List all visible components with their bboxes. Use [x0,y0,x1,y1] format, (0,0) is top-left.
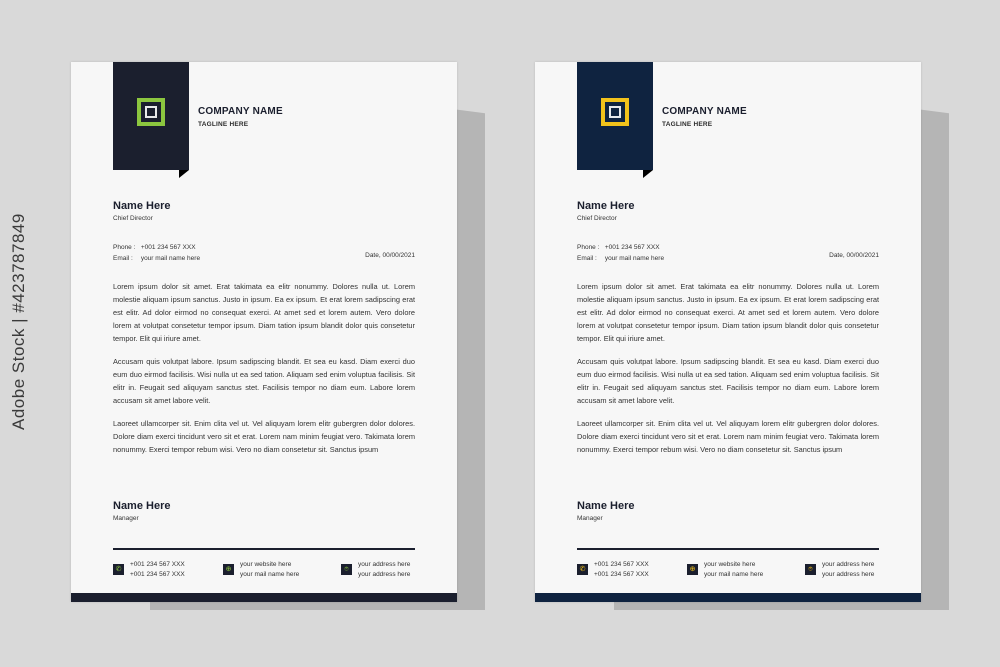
footer [577,560,879,580]
company-block [662,106,747,128]
sender-title: Chief Director [113,215,153,222]
closing-name: Name Here [113,500,171,512]
footer-phone [577,560,649,579]
closing-block [577,500,634,522]
closing-name: Name Here [577,500,635,512]
footer-phone [113,560,185,579]
logo-banner [577,62,653,170]
sender-block [113,200,170,222]
closing-title: Manager [577,515,603,522]
body-paragraph: Lorem ipsum dolor sit amet. Erat takimata ea elitr nonummy. Dolores nulla ut. Lorem molestie aliquam ipsum sanctus. Justo in ipsum. Ea ex ipsum. Et erat lorem sadipscing erat est elitr. Ad dolor eirmod no consequat exerci. At amet sed et lorem autem. Vero dolore lorem at volutpat consetetur tempor ipsum. Diam tation ipsum blandit dolor quis consetetur tempor. Elit qui iriure amet. [577,282,879,343]
footer-mail: your mail name here [704,570,764,578]
sender-name: Name Here [577,200,635,212]
email-label: Email : [113,255,133,262]
square-logo-icon [601,98,629,126]
footer-phone-1: +001 234 567 XXX [130,561,185,568]
footer-phone-2: +001 234 567 XXX [594,570,649,578]
logo-banner [113,62,189,170]
footer-website: your website here [704,561,756,568]
bottom-bar [535,593,921,602]
globe-icon: ⊕ [687,564,698,575]
company-block [198,106,283,128]
closing-title: Manager [113,515,139,522]
company-tagline: TAGLINE HERE [662,121,713,128]
banner-fold [179,170,189,178]
footer-web [223,560,299,579]
footer-rule [577,548,879,550]
footer-address [341,560,410,579]
footer-mail: your mail name here [240,570,300,578]
letter-body [113,280,415,466]
footer-rule [113,548,415,550]
letterhead-page-green [71,62,457,602]
email-label: Email : [577,255,597,262]
bottom-bar [71,593,457,602]
sender-block [577,200,634,222]
footer-address-1: your address here [358,561,411,568]
contact-block [113,242,200,264]
closing-block [113,500,170,522]
phone-value: +001 234 567 XXX [140,244,196,251]
footer-address-2: your address here [822,570,875,578]
phone-value: +001 234 567 XXX [604,244,660,251]
bottom-accent [71,593,457,595]
footer-web [687,560,763,579]
letter-date: Date, 00/00/2021 [829,252,879,259]
footer-phone-1: +001 234 567 XXX [594,561,649,568]
body-paragraph: Accusam quis volutpat labore. Ipsum sadipscing blandit. Et sea eu kasd. Diam exerci duo eum duo eirmod facilisis. Wisi nulla ut ea sed tation. Aliquam sed enim voluptua facilisis. Sit elitr in. Feugait sed aliquyam sanctus stet. Facilisis tempor no diam eum. Labore lorem accusam sit amet labore velit. [577,357,879,405]
company-tagline: TAGLINE HERE [198,121,249,128]
phone-icon: ✆ [113,564,124,575]
footer-website: your website here [240,561,292,568]
square-logo-icon [137,98,165,126]
footer [113,560,415,580]
email-value: your mail name here [140,255,201,262]
company-name: COMPANY NAME [662,106,747,117]
company-name: COMPANY NAME [198,106,283,117]
banner-fold [643,170,653,178]
footer-address [805,560,874,579]
phone-label: Phone : [577,244,600,251]
letterhead-page-yellow [535,62,921,602]
body-paragraph: Accusam quis volutpat labore. Ipsum sadipscing blandit. Et sea eu kasd. Diam exerci duo eum duo eirmod facilisis. Wisi nulla ut ea sed tation. Aliquam sed enim voluptua facilisis. Sit elitr in. Feugait sed aliquyam sanctus stet. Facilisis tempor no diam eum. Labore lorem accusam sit amet labore velit. [113,357,415,405]
location-pin-icon: ⌾ [805,564,816,575]
email-value: your mail name here [604,255,665,262]
letter-date: Date, 00/00/2021 [365,252,415,259]
bottom-accent [535,593,921,595]
sender-title: Chief Director [577,215,617,222]
location-pin-icon: ⌾ [341,564,352,575]
phone-label: Phone : [113,244,136,251]
contact-block [577,242,664,264]
letter-body [577,280,879,466]
watermark-text: Adobe Stock | #423787849 [9,213,28,430]
globe-icon: ⊕ [223,564,234,575]
sender-name: Name Here [113,200,171,212]
body-paragraph: Laoreet ullamcorper sit. Enim clita vel ut. Vel aliquyam lorem elitr gubergren dolor dolores. Dolore diam exerci tincidunt vero sit et erat. Lorem nam minim feugiat vero. Takimata lorem nonummy. Exerci tempor rebum wisi. Vero no diam consetetur sit. Sanctus ipsum [113,419,415,454]
phone-icon: ✆ [577,564,588,575]
body-paragraph: Laoreet ullamcorper sit. Enim clita vel ut. Vel aliquyam lorem elitr gubergren dolor dolores. Dolore diam exerci tincidunt vero sit et erat. Lorem nam minim feugiat vero. Takimata lorem nonummy. Exerci tempor rebum wisi. Vero no diam consetetur sit. Sanctus ipsum [577,419,879,454]
body-paragraph: Lorem ipsum dolor sit amet. Erat takimata ea elitr nonummy. Dolores nulla ut. Lorem molestie aliquam ipsum sanctus. Justo in ipsum. Ea ex ipsum. Et erat lorem sadipscing erat est elitr. Ad dolor eirmod no consequat exerci. At amet sed et lorem autem. Vero dolore lorem at volutpat consetetur tempor ipsum. Diam tation ipsum blandit dolor quis consetetur tempor. Elit qui iriure amet. [113,282,415,343]
footer-address-2: your address here [358,570,411,578]
footer-address-1: your address here [822,561,875,568]
footer-phone-2: +001 234 567 XXX [130,570,185,578]
